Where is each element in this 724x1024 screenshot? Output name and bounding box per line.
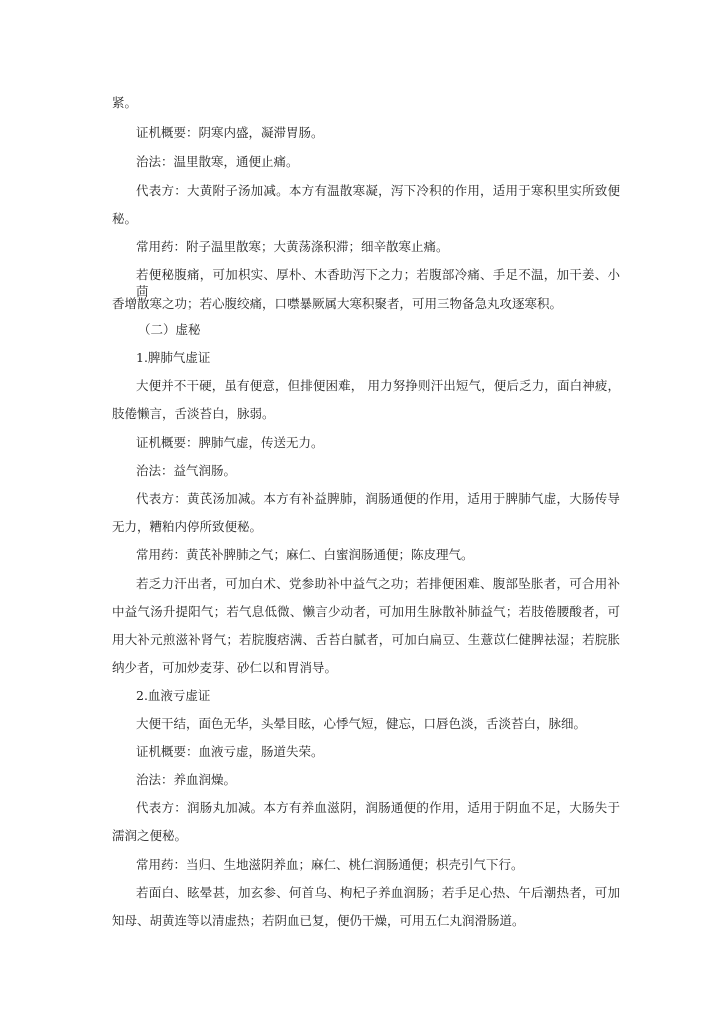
text-line: 用大补元煎滋补肾气；若脘腹痞满、舌苔白腻者，可加白扁豆、生薏苡仁健脾祛湿；若脘胀 <box>112 632 620 647</box>
text-line: 治法：养血润燥。 <box>136 772 237 787</box>
subsection-heading: 2.血液亏虚证 <box>136 688 211 703</box>
text-line: 中益气汤升提阳气；若气息低微、懒言少动者，可加用生脉散补肺益气；若肢倦腰酸者，可 <box>112 604 620 619</box>
text-line: 无力，糟粕内停所致便秘。 <box>112 519 263 534</box>
text-line: 大便干结，面色无华，头晕目眩，心悸气短，健忘，口唇色淡，舌淡苔白，脉细。 <box>136 716 587 731</box>
text-line: 代表方：黄芪汤加减。本方有补益脾肺，润肠通便的作用，适用于脾肺气虚，大肠传导 <box>136 491 620 506</box>
text-line: 代表方：大黄附子汤加减。本方有温散寒凝，泻下冷积的作用，适用于寒积里实所致便 <box>136 183 620 198</box>
text-line: 常用药：黄芪补脾肺之气；麻仁、白蜜润肠通便；陈皮理气。 <box>136 547 474 562</box>
text-line: 常用药：附子温里散寒；大黄荡涤积滞；细辛散寒止痛。 <box>136 239 449 254</box>
text-line: 濡润之便秘。 <box>112 828 188 843</box>
subsection-heading: 1.脾肺气虚证 <box>136 350 211 365</box>
text-line: 常用药：当归、生地滋阴养血；麻仁、桃仁润肠通便；枳壳引气下行。 <box>136 857 524 872</box>
text-line: 证机概要：脾肺气虚，传送无力。 <box>136 435 324 450</box>
text-line: 证机概要：血液亏虚，肠道失荣。 <box>136 744 324 759</box>
text-line: 紧。 <box>112 95 138 110</box>
text-line: 知母、胡黄连等以清虚热；若阴血已复，便仍干燥，可用五仁丸润滑肠道。 <box>112 913 525 928</box>
text-line: 若乏力汗出者，可加白术、党参助补中益气之功；若排便困难、腹部坠胀者，可合用补 <box>136 576 620 591</box>
text-line: 若面白、眩晕甚，加玄参、何首乌、枸杞子养血润肠；若手足心热、午后潮热者，可加 <box>136 885 620 900</box>
text-line: 治法：温里散寒，通便止痛。 <box>136 154 299 169</box>
text-line: 治法：益气润肠。 <box>136 463 237 478</box>
text-line: 肢倦懒言，舌淡苔白，脉弱。 <box>112 406 275 421</box>
text-line: 若便秘腹痛，可加枳实、厚朴、木香助泻下之力；若腹部冷痛、手足不温，加干姜、小茴 <box>136 267 620 299</box>
text-line: 秘。 <box>112 211 138 226</box>
text-line: 代表方：润肠丸加减。本方有养血滋阴，润肠通便的作用，适用于阴血不足，大肠失于 <box>136 800 620 815</box>
section-heading: （二）虚秘 <box>138 322 201 337</box>
text-line: 大便并不干硬，虽有便意，但排便困难， 用力努挣则汗出短气，便后乏力，面白神疲， <box>136 378 620 393</box>
text-line: 香增散寒之功；若心腹绞痛，口噤暴厥属大寒积聚者，可用三物备急丸攻逐寒积。 <box>112 296 563 311</box>
text-line: 纳少者，可加炒麦芽、砂仁以和胃消导。 <box>112 660 338 675</box>
text-line: 证机概要：阴寒内盛，凝滞胃肠。 <box>136 125 324 140</box>
